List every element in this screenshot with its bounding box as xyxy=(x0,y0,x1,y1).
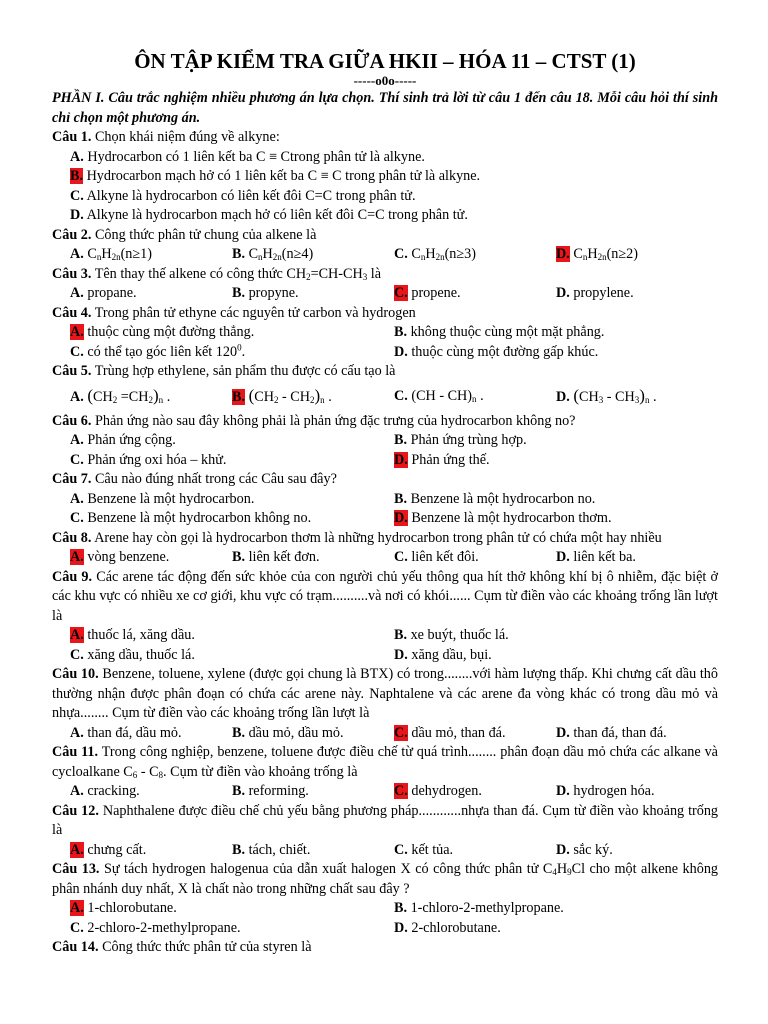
answer-letter: C. xyxy=(394,841,408,858)
answer-text: xăng dầu, thuốc lá. xyxy=(87,646,195,663)
formula: C xyxy=(573,246,583,262)
question-stem xyxy=(52,568,718,627)
question-number: Câu 6. xyxy=(52,412,92,429)
question-text: Các arene tác động đến sức khỏe của con người chủ yếu thông qua hít thở không khí bị ô nhiễm, đặc biệt ở các khu vực có nhiều xe cơ giới, khu vực có trạm..........và nơi có khói...... Cụm từ điền vào các khoảng trống lần lượt là xyxy=(52,568,719,624)
answer-options xyxy=(52,724,718,744)
formula: - CH xyxy=(603,388,635,405)
question-text: Trong phân tử ethyne các nguyên tử carbon và hydrogen xyxy=(94,304,416,321)
answer-letter: B. xyxy=(232,724,246,741)
answer-text: Benzene là một hydrocarbon không no. xyxy=(87,510,312,526)
answer-text: Phản ứng thế. xyxy=(411,451,490,468)
answer-option[interactable] xyxy=(70,431,394,451)
subscript: 3 xyxy=(362,271,368,282)
answer-options xyxy=(52,782,718,802)
answer-text: thuộc cùng một đường thẳng. xyxy=(87,324,255,340)
answer-option[interactable] xyxy=(394,782,556,802)
correct-answer-letter: C. xyxy=(394,783,408,799)
subscript: 2n xyxy=(272,252,282,262)
answer-text: reforming. xyxy=(248,783,309,799)
answer-letter: C. xyxy=(394,549,408,565)
correct-answer-letter: A. xyxy=(70,627,84,643)
answer-letter: D. xyxy=(556,841,570,858)
answer-letter: A. xyxy=(70,246,84,262)
answer-option[interactable] xyxy=(232,245,394,265)
answer-text: propyne. xyxy=(248,285,299,301)
answer-option[interactable] xyxy=(556,841,718,861)
question-stem xyxy=(52,304,718,324)
answer-letter: B. xyxy=(232,841,246,858)
correct-answer-letter: D. xyxy=(394,510,408,526)
answer-option[interactable] xyxy=(70,919,394,939)
answer-letter: B. xyxy=(232,285,246,301)
answer-text: 2-chlorobutane. xyxy=(411,919,501,936)
answer-text: cracking. xyxy=(87,783,140,799)
answer-letter: A. xyxy=(70,724,84,741)
answer-letter: A. xyxy=(70,783,84,799)
answer-letter: D. xyxy=(556,285,570,301)
subscript: 2 xyxy=(112,394,118,405)
formula: C xyxy=(87,246,97,262)
answer-text: hydrogen hóa. xyxy=(573,783,655,799)
answer-letter: C. xyxy=(70,510,84,526)
answer-text: Benzene là một hydrocarbon no. xyxy=(410,490,596,507)
correct-answer-letter: D. xyxy=(556,246,570,262)
formula: (n≥4) xyxy=(281,246,314,262)
answer-option[interactable] xyxy=(70,841,232,861)
question-number: Câu 4. xyxy=(52,304,92,321)
answer-text: liên kết đơn. xyxy=(248,549,320,565)
question-stem xyxy=(52,226,718,246)
question-text: Trong công nghiệp, benzene, toluene được điều chế từ quá trình........ phân đoạn dầu mỏ chứa các alkane và cycloalkane C xyxy=(52,744,718,780)
formula: H xyxy=(425,246,436,262)
question-number: Câu 13. xyxy=(52,861,100,877)
formula: (CH - CH) xyxy=(411,387,473,404)
subscript: 4 xyxy=(552,867,557,877)
answer-text: kết tủa. xyxy=(411,841,454,858)
answer-option[interactable] xyxy=(70,724,232,744)
answer-option[interactable] xyxy=(70,284,232,304)
answer-option[interactable] xyxy=(70,187,718,207)
answer-letter: D. xyxy=(556,724,570,741)
answer-option[interactable] xyxy=(232,548,394,568)
correct-answer-letter: D. xyxy=(394,451,408,468)
paren-close: ) xyxy=(153,385,159,405)
answer-letter: D. xyxy=(556,783,570,799)
question-number: Câu 9. xyxy=(52,568,93,585)
answer-text: Hydrocarbon có 1 liên kết ba C ≡ Ctrong phân tử là alkyne. xyxy=(87,148,425,165)
correct-answer-letter: C. xyxy=(394,285,408,301)
question-text: Phản ứng nào sau đây không phải là phản ứng đặc trưng của hydrocarbon không no? xyxy=(94,412,576,429)
answer-options xyxy=(52,626,718,665)
formula: C xyxy=(248,246,259,262)
correct-answer-letter: B. xyxy=(232,388,246,405)
subscript: 2n xyxy=(435,252,445,262)
answer-letter: B. xyxy=(394,490,408,507)
answer-options xyxy=(52,382,718,412)
subscript: 2 xyxy=(306,271,311,282)
answer-text: Alkyne là hydrocarbon mạch hở có liên kết đôi C=C trong phân tử. xyxy=(86,207,468,223)
question-text: Tên thay thế alkene có công thức CH xyxy=(94,265,307,282)
answer-option[interactable] xyxy=(70,451,394,471)
subscript: n xyxy=(96,252,102,262)
answer-option[interactable] xyxy=(70,782,232,802)
subscript: n xyxy=(420,252,426,262)
answer-text: Phản ứng trùng hợp. xyxy=(410,432,527,448)
answer-letter: C. xyxy=(394,387,408,404)
answer-letter: D. xyxy=(394,343,408,360)
subscript: n xyxy=(258,252,263,262)
answer-letter: D. xyxy=(394,919,408,936)
answer-letter: B. xyxy=(394,432,408,448)
answer-letter: B. xyxy=(394,324,408,340)
answer-option[interactable] xyxy=(394,431,718,451)
answer-letter: A. xyxy=(70,285,84,301)
answer-option[interactable]: B. $(CH_2 - CH_2)_n$ . xyxy=(232,385,332,405)
formula: H xyxy=(587,246,598,262)
answer-letter: C. xyxy=(70,646,84,663)
formula: =CH xyxy=(117,388,149,405)
answer-option[interactable] xyxy=(70,899,394,919)
question-stem xyxy=(52,265,718,285)
question-stem xyxy=(52,128,718,148)
answer-text: thuộc cùng một đường gấp khúc. xyxy=(411,343,599,360)
answer-letter: C. xyxy=(70,451,84,468)
question-stem xyxy=(52,665,718,724)
question-number: Câu 8. xyxy=(52,529,92,546)
answer-option[interactable]: D. $(CH_3 - CH_3)_n$ . xyxy=(556,385,657,405)
answer-text: Phản ứng oxi hóa – khử. xyxy=(87,451,227,468)
correct-answer-letter: A. xyxy=(70,841,84,858)
answer-text: than đá, dầu mỏ. xyxy=(87,724,182,741)
subscript-n: n xyxy=(472,393,477,404)
answer-option[interactable] xyxy=(394,724,556,744)
answer-option[interactable] xyxy=(556,245,718,265)
answer-text: propene. xyxy=(411,285,461,301)
formula: (n≥3) xyxy=(444,246,476,262)
answer-letter: D. xyxy=(556,549,570,565)
answer-option[interactable] xyxy=(394,284,556,304)
answer-text: liên kết đôi. xyxy=(411,549,479,565)
formula: CH xyxy=(254,388,274,405)
answer-letter: C. xyxy=(70,187,84,204)
answer-option[interactable] xyxy=(70,548,232,568)
subscript: 2 xyxy=(309,394,315,405)
subscript-n: n xyxy=(158,394,164,405)
answer-option[interactable] xyxy=(232,724,394,744)
answer-letter: C. xyxy=(394,246,408,262)
answer-options xyxy=(52,323,718,362)
answer-option[interactable]: A. $(CH_2 =CH_2)_n$ . xyxy=(70,385,171,405)
answer-text: có thể tạo góc liên kết 120 xyxy=(87,343,238,360)
question-number: Câu 1. xyxy=(52,129,92,145)
answer-text: thuốc lá, xăng dầu. xyxy=(87,627,195,643)
formula: CH xyxy=(579,388,599,405)
answer-option[interactable] xyxy=(394,646,718,666)
question-number: Câu 10. xyxy=(52,666,99,682)
question-text: H xyxy=(556,861,568,877)
question-text: Naphthalene được điều chế chủ yếu bằng phương pháp............nhựa than đá. Cụm từ điền vào khoảng trống là xyxy=(52,802,719,838)
answer-options xyxy=(52,899,718,938)
formula: H xyxy=(101,246,112,262)
formula: (n≥2) xyxy=(606,246,638,262)
answer-option[interactable] xyxy=(394,509,718,529)
answer-letter: A. xyxy=(70,388,84,405)
question-stem xyxy=(52,412,718,432)
question-text: - C xyxy=(137,763,159,780)
question-number: Câu 2. xyxy=(52,226,92,243)
paren-close: ) xyxy=(314,385,321,405)
answer-option[interactable] xyxy=(394,245,556,265)
subscript: 2 xyxy=(148,394,153,405)
answer-letter: B. xyxy=(232,549,246,565)
answer-option[interactable] xyxy=(70,323,394,343)
answer-option[interactable] xyxy=(70,343,394,363)
answer-text: không thuộc cùng một mặt phẳng. xyxy=(410,324,605,340)
answer-letter: D. xyxy=(394,646,408,663)
subscript: 2n xyxy=(597,252,607,262)
answer-option[interactable] xyxy=(394,548,556,568)
answer-letter: A. xyxy=(70,490,84,507)
paren-open: ( xyxy=(248,385,255,405)
answer-option[interactable] xyxy=(232,841,394,861)
answer-option[interactable]: C. $(CH - CH)_n$ . xyxy=(394,387,484,404)
answer-text: 2-chloro-2-methylpropane. xyxy=(87,919,241,936)
formula: C xyxy=(411,246,421,262)
question-text: Chọn khái niệm đúng về alkyne: xyxy=(94,129,280,145)
question-number: Câu 12. xyxy=(52,802,99,819)
answer-options xyxy=(52,284,718,304)
answer-option[interactable] xyxy=(394,899,718,919)
answer-option[interactable] xyxy=(70,646,394,666)
answer-text: tách, chiết. xyxy=(248,841,311,858)
formula: (n≥1) xyxy=(120,246,152,262)
question-text: Arene hay còn gọi là hydrocarbon thơm là những hydrocarbon trong phân tử có chứa một hay nhiều xyxy=(94,529,662,546)
answer-text: propane. xyxy=(87,285,137,301)
subscript-n: n xyxy=(644,394,650,405)
subscript: 8 xyxy=(158,769,164,780)
question-text: Câu nào đúng nhất trong các Câu sau đây? xyxy=(94,471,337,487)
correct-answer-letter: B. xyxy=(70,168,84,184)
answer-options xyxy=(52,841,718,861)
answer-text: Phản ứng cộng. xyxy=(87,432,176,448)
answer-option[interactable] xyxy=(394,323,718,343)
question-number: Câu 3. xyxy=(52,265,92,282)
answer-option[interactable] xyxy=(394,490,718,510)
answer-letter: A. xyxy=(70,148,84,165)
answer-letter: D. xyxy=(556,388,570,405)
question-text: Công thức thức phân tử của styren là xyxy=(102,939,312,955)
question-stem xyxy=(52,529,718,549)
formula: H xyxy=(262,246,273,262)
answer-option[interactable] xyxy=(394,919,718,939)
answer-letter: C. xyxy=(70,919,84,936)
answer-text: Alkyne là hydrocarbon có liên kết đôi C=C trong phân tử. xyxy=(86,187,416,204)
answer-option[interactable] xyxy=(556,548,718,568)
correct-answer-letter: A. xyxy=(70,549,84,565)
subscript: 3 xyxy=(598,394,604,405)
subscript: 2 xyxy=(273,394,279,405)
answer-options xyxy=(52,148,718,226)
answer-options xyxy=(52,431,718,470)
answer-option[interactable] xyxy=(70,490,394,510)
answer-options xyxy=(52,245,718,265)
answer-option[interactable] xyxy=(70,245,232,265)
answer-letter: A. xyxy=(70,432,84,448)
answer-text: xăng dầu, bụi. xyxy=(411,646,492,663)
answer-text: 1-chlorobutane. xyxy=(87,900,177,916)
question-text: . Cụm từ điền vào khoảng trống là xyxy=(163,763,358,780)
question-stem xyxy=(52,743,718,782)
answer-letter: C. xyxy=(70,343,84,360)
page-title: ÔN TẬP KIỂM TRA GIỮA HKII – HÓA 11 – CTST (1) xyxy=(134,49,636,73)
correct-answer-letter: A. xyxy=(70,900,84,916)
answer-options xyxy=(52,490,718,529)
answer-option[interactable] xyxy=(232,782,394,802)
subscript: 3 xyxy=(634,394,640,405)
correct-answer-letter: A. xyxy=(70,324,84,340)
answer-text: 1-chloro-2-methylpropane. xyxy=(410,900,564,916)
answer-option[interactable] xyxy=(394,841,556,861)
answer-option[interactable] xyxy=(70,206,718,226)
question-text: Trùng hợp ethylene, sản phẩm thu được có cấu tạo là xyxy=(94,363,396,379)
answer-text: propylene. xyxy=(573,285,634,301)
answer-letter: B. xyxy=(232,246,246,262)
subscript: n xyxy=(582,252,588,262)
answer-option[interactable] xyxy=(394,343,718,363)
answer-letter: B. xyxy=(232,783,246,799)
answer-text: vòng benzene. xyxy=(87,549,170,565)
answer-text: Hydrocarbon mạch hở có 1 liên kết ba C ≡ C trong phân tử là alkyne. xyxy=(86,168,481,184)
paren-open: ( xyxy=(87,385,94,405)
question-number: Câu 11. xyxy=(52,744,99,760)
formula: - CH xyxy=(278,388,310,405)
section-intro: PHẦN I. Câu trắc nghiệm nhiều phương án lựa chọn. Thí sinh trả lời từ câu 1 đến câu 18. Mỗi câu hỏi thí sinh chỉ chọn một phương án. xyxy=(52,90,718,126)
formula: CH xyxy=(93,388,113,405)
answer-text: dầu mỏ, dầu mỏ. xyxy=(248,724,344,741)
answer-letter: D. xyxy=(70,207,84,223)
answer-text: chưng cất. xyxy=(87,841,147,858)
question-number: Câu 7. xyxy=(52,471,92,487)
question-stem xyxy=(52,860,718,899)
answer-option[interactable] xyxy=(556,782,718,802)
answer-text: than đá, than đá. xyxy=(573,724,667,741)
question-stem xyxy=(52,362,718,382)
question-number: Câu 5. xyxy=(52,363,92,379)
question-text: Cl cho một alkene không phân nhánh duy nhất, X là chất nào trong những chất sau đây ? xyxy=(52,861,719,897)
answer-text: dầu mỏ, than đá. xyxy=(411,724,506,741)
question-text: Công thức phân tử chung của alkene là xyxy=(94,226,317,243)
superscript: 0 xyxy=(237,341,242,352)
answer-text: dehydrogen. xyxy=(411,783,482,799)
answer-letter: B. xyxy=(394,627,408,643)
question-stem xyxy=(52,470,718,490)
answer-option[interactable] xyxy=(70,509,394,529)
answer-option[interactable] xyxy=(70,167,718,187)
question-text: =CH-CH xyxy=(310,265,363,282)
answer-option[interactable] xyxy=(394,451,718,471)
answer-option[interactable] xyxy=(394,626,718,646)
subscript-n: n xyxy=(320,394,325,405)
answer-options xyxy=(52,548,718,568)
answer-text: . xyxy=(241,343,246,360)
question-stem xyxy=(52,802,718,841)
paren-close: ) xyxy=(639,385,645,405)
subscript: 2n xyxy=(111,252,121,262)
subscript: 9 xyxy=(567,867,572,877)
question-text: là xyxy=(367,265,382,282)
answer-option[interactable] xyxy=(70,148,718,168)
answer-option[interactable] xyxy=(70,626,394,646)
answer-text: xe buýt, thuốc lá. xyxy=(410,627,509,643)
question-list xyxy=(52,128,718,958)
paren-open: ( xyxy=(573,385,580,405)
subscript: 6 xyxy=(132,769,138,780)
question-text: Sự tách hydrogen halogenua của dẫn xuất halogen X có công thức phân tử C xyxy=(103,861,553,877)
correct-answer-letter: C. xyxy=(394,724,408,741)
separator: -----o0o----- xyxy=(353,73,417,88)
question-text: Benzene, toluene, xylene (được gọi chung là BTX) có trong........với hàm lượng thấp. Khi chưng cất dầu thô thường nhận được phân đoạn có chứa các arene này. Naphtalene và các arene đa vòng khác có trong dầu mỏ và nhựa........ Cụm từ điền vào các khoảng trống lần lượt là xyxy=(52,666,718,721)
answer-letter: B. xyxy=(394,900,408,916)
answer-option[interactable] xyxy=(556,724,718,744)
answer-text: liên kết ba. xyxy=(573,549,636,565)
answer-text: Benzene là một hydrocarbon thơm. xyxy=(411,510,612,526)
answer-text: Benzene là một hydrocarbon. xyxy=(87,490,255,507)
answer-text: sắc ký. xyxy=(573,841,613,858)
exam-page xyxy=(52,48,718,958)
answer-option[interactable] xyxy=(232,284,394,304)
question-number: Câu 14. xyxy=(52,939,99,955)
answer-option[interactable] xyxy=(556,284,718,304)
question-stem xyxy=(52,938,718,958)
